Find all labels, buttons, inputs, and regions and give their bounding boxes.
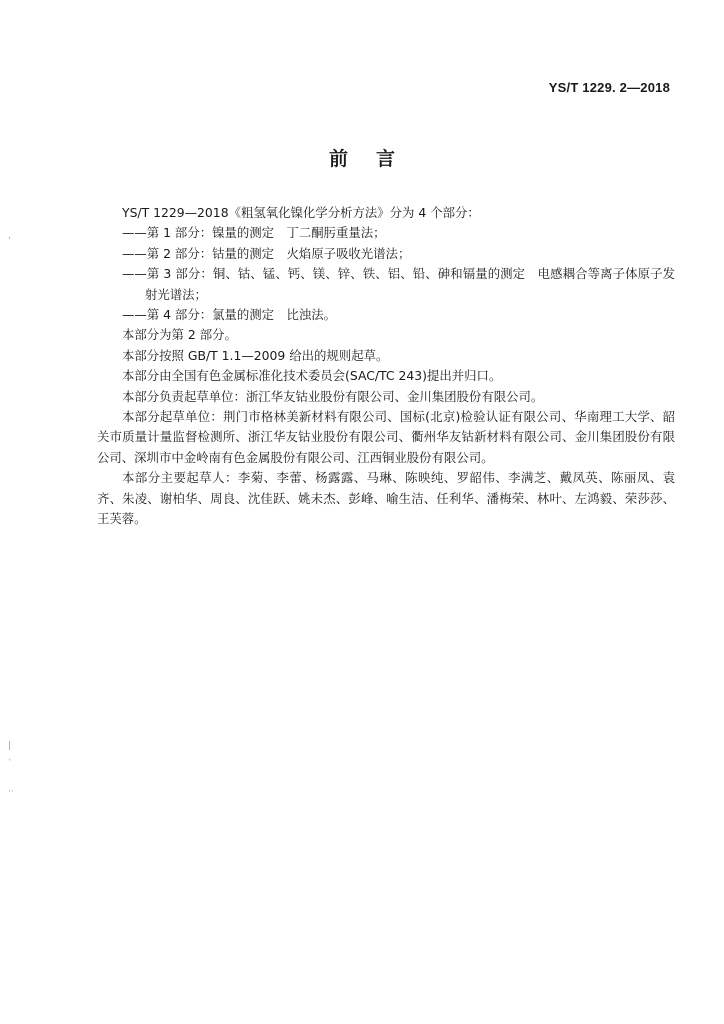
margin-mark: | xyxy=(8,741,12,751)
part-list-item: ——第 4 部分：氯量的测定 比浊法。 xyxy=(122,307,337,323)
paragraph-main-drafters: 本部分主要起草人：李菊、李蕾、杨露露、马琳、陈映纯、罗韶伟、李满芝、戴凤英、陈丽凤、袁齐、朱凌、谢柏华、周良、沈佳跃、姚未杰、彭峰、喻生洁、任利华、潘梅荣、林叶、左鸿毅、荣莎莎、王芙蓉。 xyxy=(97,470,675,527)
intro-paragraph: YS/T 1229—2018《粗氢氧化镍化学分析方法》分为 4 个部分： xyxy=(122,205,480,220)
document-body xyxy=(97,203,675,530)
paragraph-drafting-rules: 本部分按照 GB/T 1.1—2009 给出的规则起草。 xyxy=(122,347,389,363)
paragraph-lead-drafters: 本部分负责起草单位：浙江华友钴业股份有限公司、金川集团股份有限公司。 xyxy=(122,388,544,404)
part-list-item: ——第 3 部分：铜、钴、锰、钙、镁、锌、铁、铝、铅、砷和镉量的测定 电感耦合等离子体原子发射光谱法； xyxy=(122,266,675,302)
part-list-item: ——第 1 部分：镍量的测定 丁二酮肟重量法； xyxy=(122,225,386,241)
margin-mark: , xyxy=(8,231,11,241)
paragraph-drafting-units: 本部分起草单位：荆门市格林美新材料有限公司、国标(北京)检验认证有限公司、华南理工大学、韶关市质量计量监督检测所、浙江华友钴业股份有限公司、衢州华友钴新材料有限公司、金川集团股份有限公司、深圳市中金岭南有色金属股份有限公司、江西铜业股份有限公司。 xyxy=(97,409,675,465)
paragraph-part-number: 本部分为第 2 部分。 xyxy=(122,327,237,343)
paragraph-proposed-by: 本部分由全国有色金属标准化技术委员会(SAC/TC 243)提出并归口。 xyxy=(122,368,502,384)
page-title: 前言 xyxy=(328,148,423,170)
standard-code: YS/T 1229. 2—2018 xyxy=(548,80,670,95)
margin-mark: ` xyxy=(8,759,13,769)
margin-mark: ·· xyxy=(8,787,14,797)
part-list-item: ——第 2 部分：钴量的测定 火焰原子吸收光谱法； xyxy=(122,245,411,261)
